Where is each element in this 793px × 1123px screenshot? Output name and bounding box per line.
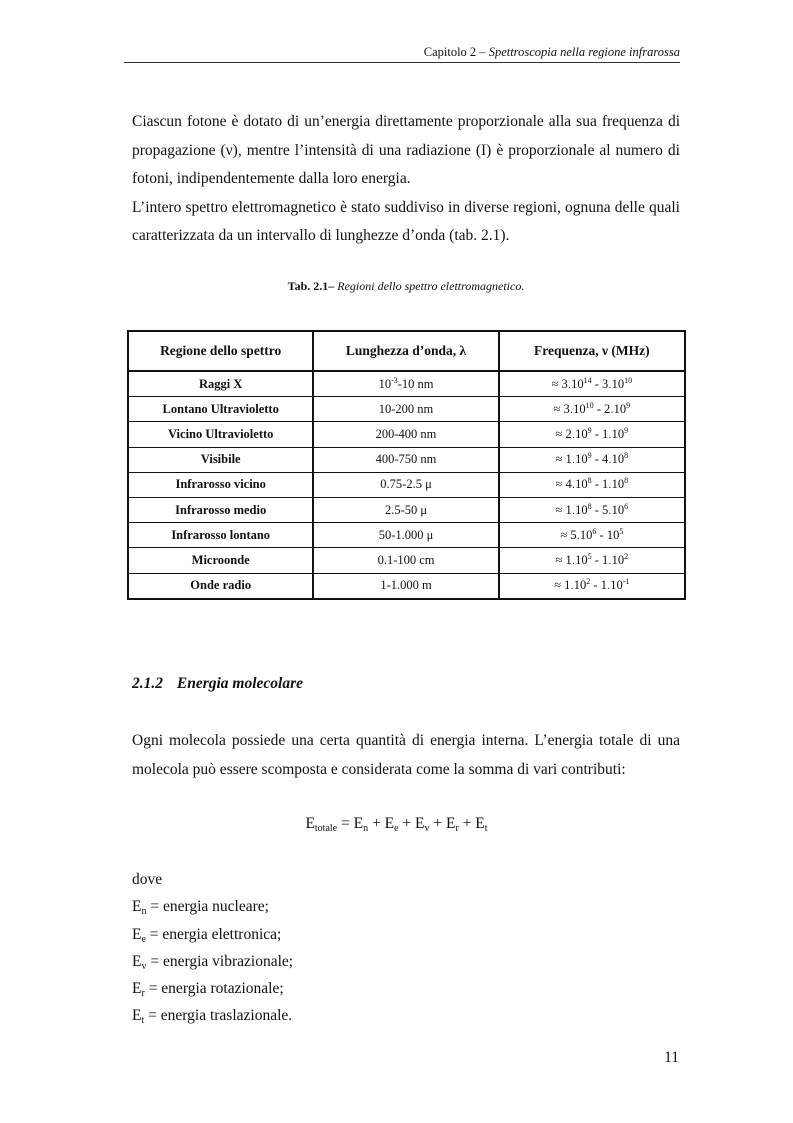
frequency-approx-mantissa: ≈ 4 — [555, 477, 572, 492]
region-cell: Infrarosso vicino — [128, 472, 313, 497]
definition-text: = energia traslazionale. — [144, 1007, 293, 1025]
frequency-exponent: 6 — [624, 501, 629, 511]
wavelength-rest: -10 nm — [397, 376, 434, 391]
equation-term-symbol: E — [353, 815, 364, 832]
frequency-exponent: 8 — [624, 476, 629, 486]
frequency-exponent: 14 — [583, 375, 592, 385]
frequency-dot: · — [571, 432, 576, 444]
frequency-approx-mantissa: ≈ 2 — [555, 426, 572, 441]
definitions-intro: dove — [132, 871, 163, 888]
frequency-base: 10 — [610, 578, 623, 593]
definition-subscript: n — [141, 906, 147, 918]
frequency-base: 10 — [575, 477, 588, 492]
definition-text: = energia vibrazionale; — [146, 952, 294, 970]
frequency-dot: · — [608, 432, 612, 444]
body-paragraph — [132, 727, 680, 784]
definitions-list — [132, 866, 293, 1030]
frequency-dot: · — [570, 584, 574, 596]
frequency-base: 10 — [611, 477, 625, 492]
frequency-cell — [499, 422, 685, 447]
frequency-approx-mantissa: ≈ 1 — [555, 502, 572, 517]
header-title: Spettroscopia nella regione infrarossa — [488, 45, 680, 59]
frequency-upper-mantissa: - 10 — [596, 527, 620, 542]
equation-term-symbol: E — [445, 815, 456, 832]
frequency-base: 10 — [613, 401, 627, 416]
frequency-exponent: 8 — [624, 451, 629, 461]
spectrum-table — [127, 330, 686, 600]
wavelength-base: 10 — [378, 376, 392, 391]
frequency-base: 10 — [575, 502, 588, 517]
frequency-dot: · — [608, 558, 612, 570]
table-caption-text: Regioni dello spettro elettromagnetico. — [334, 279, 525, 293]
energy-equation — [0, 815, 793, 833]
table-row — [128, 497, 685, 522]
frequency-cell — [499, 497, 685, 522]
frequency-cell — [499, 573, 685, 599]
region-cell: Onde radio — [128, 573, 313, 599]
equation-term-symbol: E — [475, 815, 485, 832]
frequency-exponent: 8 — [587, 501, 592, 511]
table-row — [128, 447, 685, 472]
table-row — [128, 548, 685, 573]
table-row — [128, 397, 685, 422]
column-header-frequency: Frequenza, ν (MHz) — [499, 331, 685, 371]
definition-symbol: E — [132, 1007, 142, 1025]
header-chapter: Capitolo 2 – — [423, 45, 489, 59]
frequency-base: 10 — [573, 578, 587, 593]
definition-item — [132, 975, 293, 1002]
frequency-exponent: 5 — [587, 551, 592, 561]
column-header-region: Regione dello spettro — [128, 331, 313, 371]
wavelength-cell — [313, 371, 498, 397]
equation-term-subscript: t — [484, 823, 488, 834]
equation-term-subscript: v — [424, 823, 430, 834]
section-number: 2.1.2 — [132, 675, 163, 692]
frequency-base: 10 — [579, 527, 593, 542]
frequency-base: 10 — [611, 426, 625, 441]
equation-terms — [354, 815, 488, 832]
wavelength-cell: 0.1-100 cm — [313, 548, 498, 573]
frequency-dot: · — [606, 584, 611, 596]
frequency-cell — [499, 371, 685, 397]
table-header-row — [128, 331, 685, 371]
frequency-cell — [499, 523, 685, 548]
definition-subscript: t — [141, 1015, 145, 1027]
definition-text: = energia nucleare; — [146, 898, 269, 916]
equation-equals: = — [337, 815, 354, 832]
frequency-dot: · — [571, 558, 576, 570]
region-cell: Infrarosso lontano — [128, 523, 313, 548]
equation-term-symbol: E — [384, 815, 395, 832]
frequency-dot: · — [608, 458, 612, 470]
frequency-cell — [499, 447, 685, 472]
intro-paragraph-1: Ciascun fotone è dotato di un’energia direttamente proporzionale alla sua frequenza di propagazione (ν), mentre l’intensità di una radiazione (I) è proporzionale al numero di fotoni, indipendentemente dalla loro energia. — [132, 113, 680, 187]
equation-term-symbol: E — [415, 815, 425, 832]
intro-paragraphs — [132, 108, 680, 251]
definition-item — [132, 893, 293, 920]
frequency-base: 10 — [575, 452, 588, 467]
frequency-approx-mantissa: ≈ 5 — [560, 527, 577, 542]
equation-plus: + — [368, 815, 385, 832]
frequency-approx-mantissa: ≈ 1 — [554, 578, 571, 593]
region-cell: Microonde — [128, 548, 313, 573]
frequency-dot: · — [608, 382, 612, 394]
table-row — [128, 422, 685, 447]
definition-item — [132, 948, 293, 975]
frequency-base: 10 — [611, 502, 625, 517]
frequency-upper-mantissa: - 2 — [593, 401, 611, 416]
table-row — [128, 523, 685, 548]
intro-paragraph-2: L’intero spettro elettromagnetico è stato suddiviso in diverse regioni, ognuna delle quali caratterizzata da un intervallo di lunghezze d’onda (tab. 2.1). — [132, 198, 680, 244]
frequency-dot: · — [571, 508, 576, 520]
equation-plus: + — [458, 815, 476, 832]
table-row — [128, 472, 685, 497]
frequency-exponent: -1 — [622, 577, 630, 587]
frequency-upper-mantissa: - 4 — [591, 452, 609, 467]
equation-term-subscript: e — [394, 823, 399, 834]
frequency-exponent: 5 — [619, 526, 624, 536]
frequency-exponent: 10 — [624, 375, 633, 385]
frequency-approx-mantissa: ≈ 1 — [555, 552, 572, 567]
definitions-items — [132, 893, 293, 1029]
frequency-base: 10 — [575, 552, 588, 567]
frequency-dot: · — [571, 483, 576, 495]
definition-item — [132, 1002, 293, 1029]
region-cell: Lontano Ultravioletto — [128, 397, 313, 422]
definition-subscript: v — [141, 960, 147, 972]
frequency-exponent: 9 — [624, 425, 629, 435]
frequency-upper-mantissa: - 1 — [591, 477, 609, 492]
region-cell: Visibile — [128, 447, 313, 472]
frequency-dot: · — [567, 382, 572, 394]
page-header — [124, 45, 680, 63]
frequency-base: 10 — [571, 376, 584, 391]
frequency-exponent: 8 — [587, 476, 592, 486]
frequency-dot: · — [610, 407, 614, 419]
definition-symbol: E — [132, 925, 142, 943]
frequency-dot: · — [576, 533, 580, 545]
frequency-upper-mantissa: - 1 — [591, 552, 609, 567]
table-body — [128, 371, 685, 599]
frequency-base: 10 — [573, 401, 586, 416]
wavelength-cell: 2.5-50 μ — [313, 497, 498, 522]
frequency-dot: · — [569, 407, 574, 419]
equation-lhs: E — [305, 815, 315, 832]
page-number: 11 — [664, 1049, 679, 1066]
frequency-exponent: 9 — [587, 451, 592, 461]
equation-lhs-subscript: totale — [314, 823, 338, 834]
frequency-upper-mantissa: - 1 — [590, 578, 607, 593]
frequency-exponent: 6 — [592, 526, 597, 536]
table-row — [128, 573, 685, 599]
frequency-approx-mantissa: ≈ 3 — [551, 376, 568, 391]
definition-text: = energia rotazionale; — [144, 980, 284, 998]
frequency-approx-mantissa: ≈ 3 — [553, 401, 570, 416]
region-cell: Infrarosso medio — [128, 497, 313, 522]
wavelength-cell: 0.75-2.5 μ — [313, 472, 498, 497]
frequency-approx-mantissa: ≈ 1 — [555, 452, 572, 467]
equation-plus: + — [398, 815, 416, 832]
frequency-base: 10 — [611, 452, 625, 467]
frequency-exponent: 9 — [626, 400, 631, 410]
frequency-base: 10 — [611, 552, 625, 567]
wavelength-cell: 1-1.000 m — [313, 573, 498, 599]
frequency-dot: · — [571, 458, 576, 470]
table-caption — [132, 279, 680, 294]
frequency-exponent: 2 — [624, 551, 629, 561]
definition-text: = energia elettronica; — [145, 925, 282, 943]
wavelength-cell: 200-400 nm — [313, 422, 498, 447]
wavelength-exponent: -3 — [391, 375, 398, 385]
definition-symbol: E — [132, 980, 142, 998]
frequency-base: 10 — [575, 426, 588, 441]
definition-subscript: e — [141, 933, 146, 945]
equation-plus: + — [429, 815, 446, 832]
definition-item — [132, 921, 293, 948]
equation-term-subscript: n — [363, 823, 369, 834]
table-row — [128, 371, 685, 397]
table-caption-label: Tab. 2.1– — [287, 279, 335, 293]
frequency-dot: · — [608, 483, 612, 495]
frequency-upper-mantissa: - 5 — [591, 502, 609, 517]
definition-symbol: E — [132, 952, 142, 970]
frequency-exponent: 9 — [587, 425, 592, 435]
section-heading — [132, 675, 303, 693]
frequency-exponent: 2 — [586, 577, 591, 587]
frequency-exponent: 10 — [585, 400, 594, 410]
equation-term-subscript: r — [455, 823, 459, 834]
body-paragraph-1: Ogni molecola possiede una certa quantità di energia interna. L’energia totale di una molecola può essere scomposta e considerata come la somma di vari contributi: — [132, 732, 680, 778]
frequency-cell — [499, 472, 685, 497]
column-header-wavelength: Lunghezza d’onda, λ — [313, 331, 498, 371]
wavelength-cell: 10-200 nm — [313, 397, 498, 422]
frequency-upper-mantissa: - 3 — [591, 376, 609, 391]
region-cell: Vicino Ultravioletto — [128, 422, 313, 447]
wavelength-cell: 50-1.000 μ — [313, 523, 498, 548]
frequency-cell — [499, 397, 685, 422]
definition-subscript: r — [141, 988, 145, 1000]
definition-symbol: E — [132, 898, 142, 916]
wavelength-cell: 400-750 nm — [313, 447, 498, 472]
section-title: Energia molecolare — [176, 675, 304, 692]
frequency-cell — [499, 548, 685, 573]
frequency-dot: · — [608, 508, 612, 520]
frequency-upper-mantissa: - 1 — [591, 426, 609, 441]
frequency-base: 10 — [611, 376, 625, 391]
region-cell: Raggi X — [128, 371, 313, 397]
